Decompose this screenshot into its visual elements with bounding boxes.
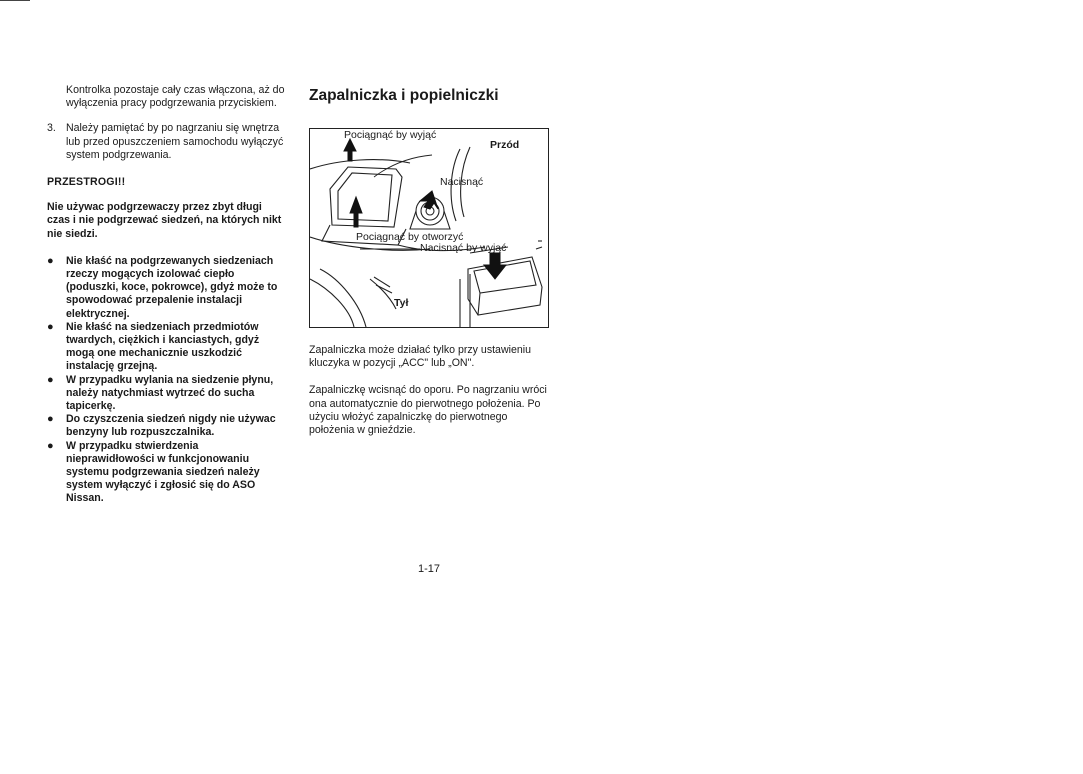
warning-heading: PRZESTROGI!! [47, 176, 126, 189]
item-text: Należy pamiętać by po nagrzaniu się wnętrza lub przed opuszczeniem samochodu wyłączyć system podgrzewania. [66, 122, 284, 161]
bullet-icon: ● [47, 439, 54, 452]
scan-edge-mark [0, 0, 30, 1]
list-item: ● W przypadku stwierdzenia nieprawidłowości w funkcjonowaniu systemu podgrzewania siedzeń należy system wyłączyć i zgłosić się do ASO Nissan. [47, 439, 260, 505]
label-press-to-remove: Nacisnąć by wyjąć [420, 242, 507, 254]
list-item: ● Nie kłaść na siedzeniach przedmiotów twardych, ciężkich i kanciastych, gdyż mogą one mechanicznie uszkodzić instalację grzejną. [47, 320, 260, 373]
left-column [47, 84, 287, 506]
bullet-icon: ● [47, 373, 54, 386]
right-column [309, 84, 549, 437]
warning-bullet-list [47, 255, 287, 506]
bullet-icon: ● [47, 254, 54, 267]
bullet-icon: ● [47, 413, 54, 426]
lighter-ashtray-figure [309, 128, 549, 328]
lighter-paragraph-2: Zapalniczkę wcisnąć do oporu. Po nagrzaniu wróci ona automatycznie do pierwotnego położenia. Po użyciu włożyć zapalniczkę do pierwotnego położenia w gnieździe. [309, 384, 547, 437]
list-item: ● Nie kłaść na podgrzewanych siedzeniach rzeczy mogących izolować ciepło (poduszki, koce, pokrowce), gdyż może to spowodować przepalenie instalacji elektrycznej. [47, 254, 278, 320]
label-front: Przód [490, 139, 520, 151]
label-press: Nacisnąć [440, 176, 484, 188]
section-title: Zapalniczka i popielniczki [309, 87, 499, 104]
console-line-drawing [310, 129, 548, 327]
bullet-icon: ● [47, 320, 54, 333]
warning-text: Nie używac podgrzewaczy przez zbyt długi czas i nie podgrzewać siedzeń, na których nikt nie siedzi. [47, 201, 282, 240]
numbered-item-3 [47, 122, 287, 162]
list-item: ● Do czyszczenia siedzeń nigdy nie używac benzyny lub rozpuszczalnika. [47, 413, 276, 439]
intro-paragraph: Kontrolka pozostaje cały czas włączona, aż do wyłączenia pracy podgrzewania przyciskiem. [66, 84, 285, 110]
label-pull-to-open: Pociągnąć by otworzyć [356, 231, 464, 243]
lighter-paragraph-1: Zapalniczka może działać tylko przy ustawieniu kluczyka w pozycji „ACC" lub „ON". [309, 344, 531, 370]
page-number: 1-17 [418, 563, 441, 575]
label-pull-to-remove-top: Pociągnąć by wyjąć [344, 129, 437, 141]
label-rear: Tył [394, 297, 409, 309]
item-number: 3. [47, 122, 56, 135]
list-item: ● W przypadku wylania na siedzenie płynu, należy natychmiast wytrzeć do sucha tapicerkę. [47, 373, 274, 413]
